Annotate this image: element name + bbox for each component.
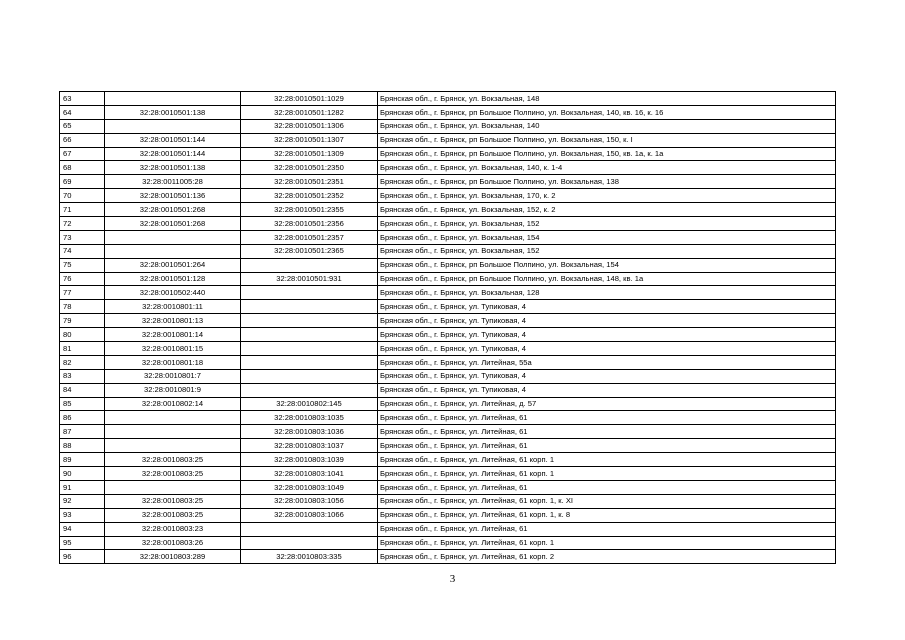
address-cell: Брянская обл., г. Брянск, рп Большое Полпино, ул. Вокзальная, 154 (378, 258, 836, 272)
land-plot-number-cell: 32:28:0010802:14 (105, 397, 241, 411)
object-number-cell: 32:28:0010803:1037 (241, 439, 378, 453)
address-cell: Брянская обл., г. Брянск, ул. Литейная, 61 корп. 2 (378, 550, 836, 564)
land-plot-number-cell: 32:28:0010801:9 (105, 383, 241, 397)
table-row (60, 92, 836, 106)
address-cell: Брянская обл., г. Брянск, рп Большое Полпино, ул. Вокзальная, 150, к. I (378, 133, 836, 147)
table-row (60, 508, 836, 522)
row-number-cell: 78 (60, 300, 105, 314)
land-plot-number-cell (105, 230, 241, 244)
object-number-cell (241, 383, 378, 397)
row-number-cell: 91 (60, 480, 105, 494)
address-cell: Брянская обл., г. Брянск, ул. Вокзальная, 170, к. 2 (378, 189, 836, 203)
land-plot-number-cell: 32:28:0010801:15 (105, 342, 241, 356)
address-cell: Брянская обл., г. Брянск, ул. Тупиковая, 4 (378, 300, 836, 314)
table-row (60, 217, 836, 231)
address-cell: Брянская обл., г. Брянск, ул. Вокзальная, 148 (378, 92, 836, 106)
row-number-cell: 94 (60, 522, 105, 536)
land-plot-number-cell: 32:28:0010801:13 (105, 314, 241, 328)
row-number-cell: 86 (60, 411, 105, 425)
row-number-cell: 69 (60, 175, 105, 189)
land-plot-number-cell: 32:28:0010801:14 (105, 328, 241, 342)
row-number-cell: 82 (60, 355, 105, 369)
land-plot-number-cell: 32:28:0010501:144 (105, 133, 241, 147)
table-row (60, 119, 836, 133)
address-cell: Брянская обл., г. Брянск, ул. Литейная, 61 (378, 425, 836, 439)
table-row (60, 536, 836, 550)
row-number-cell: 84 (60, 383, 105, 397)
page-number: 3 (449, 573, 456, 585)
row-number-cell: 88 (60, 439, 105, 453)
row-number-cell: 75 (60, 258, 105, 272)
address-cell: Брянская обл., г. Брянск, ул. Вокзальная, 140, к. 1-4 (378, 161, 836, 175)
land-plot-number-cell: 32:28:0010501:138 (105, 161, 241, 175)
address-cell: Брянская обл., г. Брянск, ул. Вокзальная, 140 (378, 119, 836, 133)
table-row (60, 230, 836, 244)
table-row (60, 175, 836, 189)
table-row (60, 355, 836, 369)
land-plot-number-cell: 32:28:0010501:268 (105, 217, 241, 231)
table-row (60, 133, 836, 147)
address-cell: Брянская обл., г. Брянск, рп Большое Полпино, ул. Вокзальная, 140, кв. 16, к. 16 (378, 105, 836, 119)
land-plot-number-cell: 32:28:0010803:23 (105, 522, 241, 536)
object-number-cell: 32:28:0010501:2357 (241, 230, 378, 244)
row-number-cell: 96 (60, 550, 105, 564)
table-row (60, 147, 836, 161)
object-number-cell: 32:28:0010803:1049 (241, 480, 378, 494)
object-number-cell: 32:28:0010501:2350 (241, 161, 378, 175)
table-row (60, 453, 836, 467)
land-plot-number-cell (105, 92, 241, 106)
object-number-cell: 32:28:0010501:931 (241, 272, 378, 286)
table-row (60, 286, 836, 300)
address-cell: Брянская обл., г. Брянск, ул. Тупиковая, 4 (378, 328, 836, 342)
table-row (60, 425, 836, 439)
object-number-cell: 32:28:0010501:2352 (241, 189, 378, 203)
land-plot-number-cell: 32:28:0010801:11 (105, 300, 241, 314)
object-number-cell (241, 286, 378, 300)
object-number-cell: 32:28:0010501:1306 (241, 119, 378, 133)
row-number-cell: 92 (60, 494, 105, 508)
table-row (60, 244, 836, 258)
object-number-cell: 32:28:0010803:1035 (241, 411, 378, 425)
land-plot-number-cell (105, 425, 241, 439)
row-number-cell: 83 (60, 369, 105, 383)
land-plot-number-cell (105, 439, 241, 453)
table-row (60, 105, 836, 119)
row-number-cell: 74 (60, 244, 105, 258)
address-cell: Брянская обл., г. Брянск, ул. Вокзальная, 128 (378, 286, 836, 300)
row-number-cell: 80 (60, 328, 105, 342)
land-plot-number-cell: 32:28:0010803:25 (105, 467, 241, 481)
row-number-cell: 79 (60, 314, 105, 328)
table-row (60, 550, 836, 564)
table-row (60, 272, 836, 286)
address-cell: Брянская обл., г. Брянск, ул. Тупиковая, 4 (378, 342, 836, 356)
row-number-cell: 76 (60, 272, 105, 286)
address-cell: Брянская обл., г. Брянск, ул. Литейная, 61 корп. 1 (378, 467, 836, 481)
object-number-cell (241, 258, 378, 272)
object-number-cell (241, 342, 378, 356)
object-number-cell: 32:28:0010501:1307 (241, 133, 378, 147)
table-row (60, 342, 836, 356)
table-row (60, 439, 836, 453)
address-cell: Брянская обл., г. Брянск, ул. Литейная, 55а (378, 355, 836, 369)
table-row (60, 161, 836, 175)
table-row (60, 522, 836, 536)
land-plot-number-cell (105, 119, 241, 133)
address-cell: Брянская обл., г. Брянск, ул. Вокзальная, 152 (378, 244, 836, 258)
address-cell: Брянская обл., г. Брянск, ул. Вокзальная, 152, к. 2 (378, 203, 836, 217)
table-row (60, 314, 836, 328)
object-number-cell (241, 369, 378, 383)
address-cell: Брянская обл., г. Брянск, ул. Литейная, 61 корп. 1 (378, 536, 836, 550)
object-number-cell: 32:28:0010501:2351 (241, 175, 378, 189)
object-number-cell: 32:28:0010501:1309 (241, 147, 378, 161)
object-number-cell (241, 328, 378, 342)
row-number-cell: 95 (60, 536, 105, 550)
row-number-cell: 73 (60, 230, 105, 244)
table-row (60, 369, 836, 383)
object-number-cell: 32:28:0010803:1066 (241, 508, 378, 522)
object-number-cell: 32:28:0010501:1282 (241, 105, 378, 119)
cadastral-table (59, 91, 836, 564)
object-number-cell: 32:28:0010803:335 (241, 550, 378, 564)
table-row (60, 397, 836, 411)
land-plot-number-cell: 32:28:0010801:18 (105, 355, 241, 369)
object-number-cell: 32:28:0010501:2356 (241, 217, 378, 231)
table-row (60, 494, 836, 508)
land-plot-number-cell: 32:28:0010803:289 (105, 550, 241, 564)
table-row (60, 480, 836, 494)
row-number-cell: 90 (60, 467, 105, 481)
row-number-cell: 89 (60, 453, 105, 467)
object-number-cell: 32:28:0010803:1036 (241, 425, 378, 439)
table-row (60, 189, 836, 203)
object-number-cell: 32:28:0010501:2365 (241, 244, 378, 258)
row-number-cell: 87 (60, 425, 105, 439)
land-plot-number-cell: 32:28:0010803:25 (105, 494, 241, 508)
object-number-cell (241, 314, 378, 328)
address-cell: Брянская обл., г. Брянск, ул. Тупиковая, 4 (378, 369, 836, 383)
table-row (60, 300, 836, 314)
land-plot-number-cell: 32:28:0010803:25 (105, 508, 241, 522)
land-plot-number-cell: 32:28:0010502:440 (105, 286, 241, 300)
row-number-cell: 68 (60, 161, 105, 175)
address-cell: Брянская обл., г. Брянск, ул. Литейная, 61 (378, 522, 836, 536)
row-number-cell: 71 (60, 203, 105, 217)
row-number-cell: 72 (60, 217, 105, 231)
land-plot-number-cell (105, 244, 241, 258)
row-number-cell: 81 (60, 342, 105, 356)
address-cell: Брянская обл., г. Брянск, ул. Вокзальная, 152 (378, 217, 836, 231)
row-number-cell: 64 (60, 105, 105, 119)
address-cell: Брянская обл., г. Брянск, ул. Тупиковая, 4 (378, 383, 836, 397)
table-row (60, 467, 836, 481)
table-row (60, 383, 836, 397)
address-cell: Брянская обл., г. Брянск, рп Большое Полпино, ул. Вокзальная, 138 (378, 175, 836, 189)
land-plot-number-cell: 32:28:0010803:26 (105, 536, 241, 550)
address-cell: Брянская обл., г. Брянск, ул. Литейная, 61 (378, 480, 836, 494)
row-number-cell: 67 (60, 147, 105, 161)
row-number-cell: 85 (60, 397, 105, 411)
object-number-cell: 32:28:0010803:1041 (241, 467, 378, 481)
address-cell: Брянская обл., г. Брянск, ул. Литейная, 61 корп. 1, к. XI (378, 494, 836, 508)
land-plot-number-cell: 32:28:0010801:7 (105, 369, 241, 383)
row-number-cell: 77 (60, 286, 105, 300)
object-number-cell (241, 300, 378, 314)
land-plot-number-cell (105, 411, 241, 425)
table-row (60, 258, 836, 272)
row-number-cell: 70 (60, 189, 105, 203)
object-number-cell: 32:28:0010803:1039 (241, 453, 378, 467)
object-number-cell: 32:28:0010501:2355 (241, 203, 378, 217)
object-number-cell: 32:28:0010501:1029 (241, 92, 378, 106)
land-plot-number-cell: 32:28:0010501:268 (105, 203, 241, 217)
cadastral-table-body (60, 92, 836, 564)
address-cell: Брянская обл., г. Брянск, ул. Литейная, 61 корп. 1, к. 8 (378, 508, 836, 522)
land-plot-number-cell: 32:28:0010501:128 (105, 272, 241, 286)
row-number-cell: 93 (60, 508, 105, 522)
address-cell: Брянская обл., г. Брянск, ул. Литейная, д. 57 (378, 397, 836, 411)
row-number-cell: 65 (60, 119, 105, 133)
land-plot-number-cell: 32:28:0010501:264 (105, 258, 241, 272)
land-plot-number-cell: 32:28:0011005:28 (105, 175, 241, 189)
land-plot-number-cell: 32:28:0010803:25 (105, 453, 241, 467)
table-row (60, 328, 836, 342)
address-cell: Брянская обл., г. Брянск, ул. Литейная, 61 (378, 411, 836, 425)
address-cell: Брянская обл., г. Брянск, рп Большое Полпино, ул. Вокзальная, 148, кв. 1а (378, 272, 836, 286)
object-number-cell (241, 355, 378, 369)
object-number-cell (241, 522, 378, 536)
address-cell: Брянская обл., г. Брянск, ул. Литейная, 61 (378, 439, 836, 453)
table-row (60, 411, 836, 425)
row-number-cell: 66 (60, 133, 105, 147)
object-number-cell: 32:28:0010802:145 (241, 397, 378, 411)
object-number-cell (241, 536, 378, 550)
address-cell: Брянская обл., г. Брянск, рп Большое Полпино, ул. Вокзальная, 150, кв. 1а, к. 1а (378, 147, 836, 161)
address-cell: Брянская обл., г. Брянск, ул. Тупиковая, 4 (378, 314, 836, 328)
land-plot-number-cell (105, 480, 241, 494)
address-cell: Брянская обл., г. Брянск, ул. Вокзальная, 154 (378, 230, 836, 244)
address-cell: Брянская обл., г. Брянск, ул. Литейная, 61 корп. 1 (378, 453, 836, 467)
land-plot-number-cell: 32:28:0010501:138 (105, 105, 241, 119)
land-plot-number-cell: 32:28:0010501:144 (105, 147, 241, 161)
table-row (60, 203, 836, 217)
row-number-cell: 63 (60, 92, 105, 106)
object-number-cell: 32:28:0010803:1056 (241, 494, 378, 508)
land-plot-number-cell: 32:28:0010501:136 (105, 189, 241, 203)
